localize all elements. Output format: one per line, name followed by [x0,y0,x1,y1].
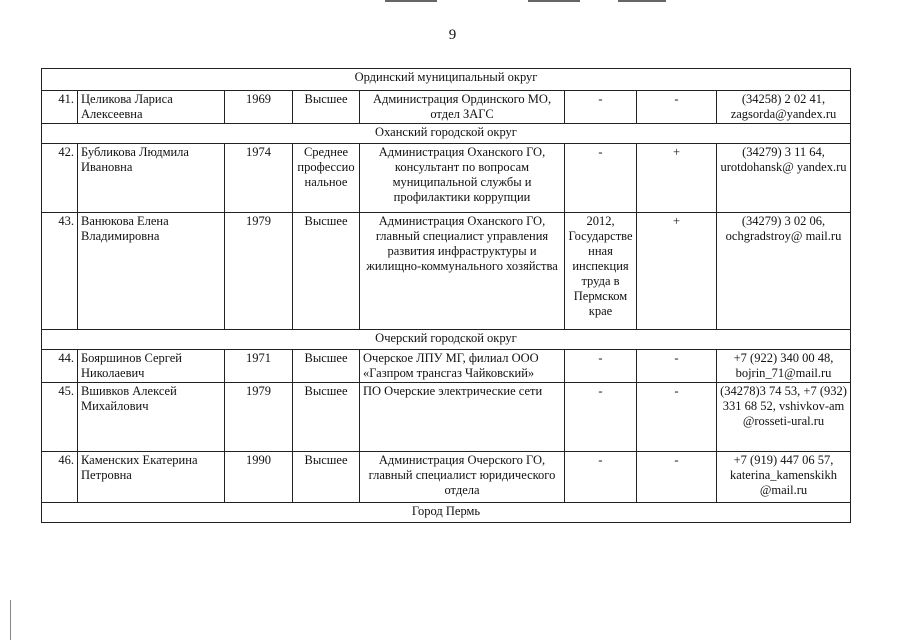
scan-mark [528,0,580,2]
scan-artifact [10,600,11,640]
row-number: 41. [42,91,78,124]
person-name: Целикова Лариса Алексеевна [78,91,225,124]
workplace: Администрация Очерского ГО, главный специалист юридического отдела [360,452,565,503]
education: Высшее [293,383,360,452]
workplace: Администрация Оханского ГО, консультант по вопросам муниципальной службы и профилактики коррупции [360,144,565,213]
flag-mark: - [637,350,717,383]
flag-mark: + [637,213,717,330]
person-name: Бубликова Людмила Ивановна [78,144,225,213]
education: Высшее [293,213,360,330]
contact-info: (34279) 3 02 06, ochgradstroy@ mail.ru [717,213,851,330]
contact-info: (34258) 2 02 41, zagsorda@yandex.ru [717,91,851,124]
contact-info: (34279) 3 11 64, urotdohansk@ yandex.ru [717,144,851,213]
workplace: Очерское ЛПУ МГ, филиал ООО «Газпром трансгаз Чайковский» [360,350,565,383]
section-title: Город Пермь [42,503,851,523]
contact-info: +7 (919) 447 06 57, katerina_kamenskikh @mail.ru [717,452,851,503]
section-title: Ординский муниципальный округ [42,69,851,91]
table-row [42,213,851,330]
section-row [42,330,851,350]
section-title: Очерский городской округ [42,330,851,350]
previous-experience: 2012, Государстве нная инспекция труда в Пермском крае [565,213,637,330]
workplace: Администрация Ординского МО, отдел ЗАГС [360,91,565,124]
scan-mark [618,0,666,2]
row-number: 44. [42,350,78,383]
table-row [42,91,851,124]
page-number: 9 [448,27,457,43]
row-number: 42. [42,144,78,213]
section-title: Оханский городской округ [42,124,851,144]
flag-mark: - [637,452,717,503]
table-row [42,350,851,383]
section-row [42,124,851,144]
contact-info: +7 (922) 340 00 48, bojrin_71@mail.ru [717,350,851,383]
education: Высшее [293,452,360,503]
birth-year: 1979 [225,213,293,330]
workplace: ПО Очерские электрические сети [360,383,565,452]
previous-experience: - [565,383,637,452]
birth-year: 1974 [225,144,293,213]
table-row [42,383,851,452]
row-number: 45. [42,383,78,452]
education: Высшее [293,350,360,383]
birth-year: 1969 [225,91,293,124]
row-number: 46. [42,452,78,503]
table-row [42,144,851,213]
person-name: Бояршинов Сергей Николаевич [78,350,225,383]
flag-mark: - [637,383,717,452]
person-name: Ванюкова Елена Владимировна [78,213,225,330]
registry-table [41,68,851,523]
flag-mark: + [637,144,717,213]
contact-info: (34278)3 74 53, +7 (932) 331 68 52, vshivkov-am @rosseti-ural.ru [717,383,851,452]
birth-year: 1979 [225,383,293,452]
previous-experience: - [565,350,637,383]
section-row [42,69,851,91]
person-name: Вшивков Алексей Михайлович [78,383,225,452]
section-row [42,503,851,523]
scan-mark [385,0,437,2]
previous-experience: - [565,452,637,503]
flag-mark: - [637,91,717,124]
previous-experience: - [565,144,637,213]
table-row [42,452,851,503]
birth-year: 1971 [225,350,293,383]
education: Высшее [293,91,360,124]
birth-year: 1990 [225,452,293,503]
row-number: 43. [42,213,78,330]
person-name: Каменских Екатерина Петровна [78,452,225,503]
education: Среднее профессио нальное [293,144,360,213]
previous-experience: - [565,91,637,124]
workplace: Администрация Оханского ГО, главный специалист управления развития инфраструктуры и жилищно-коммунального хозяйства [360,213,565,330]
